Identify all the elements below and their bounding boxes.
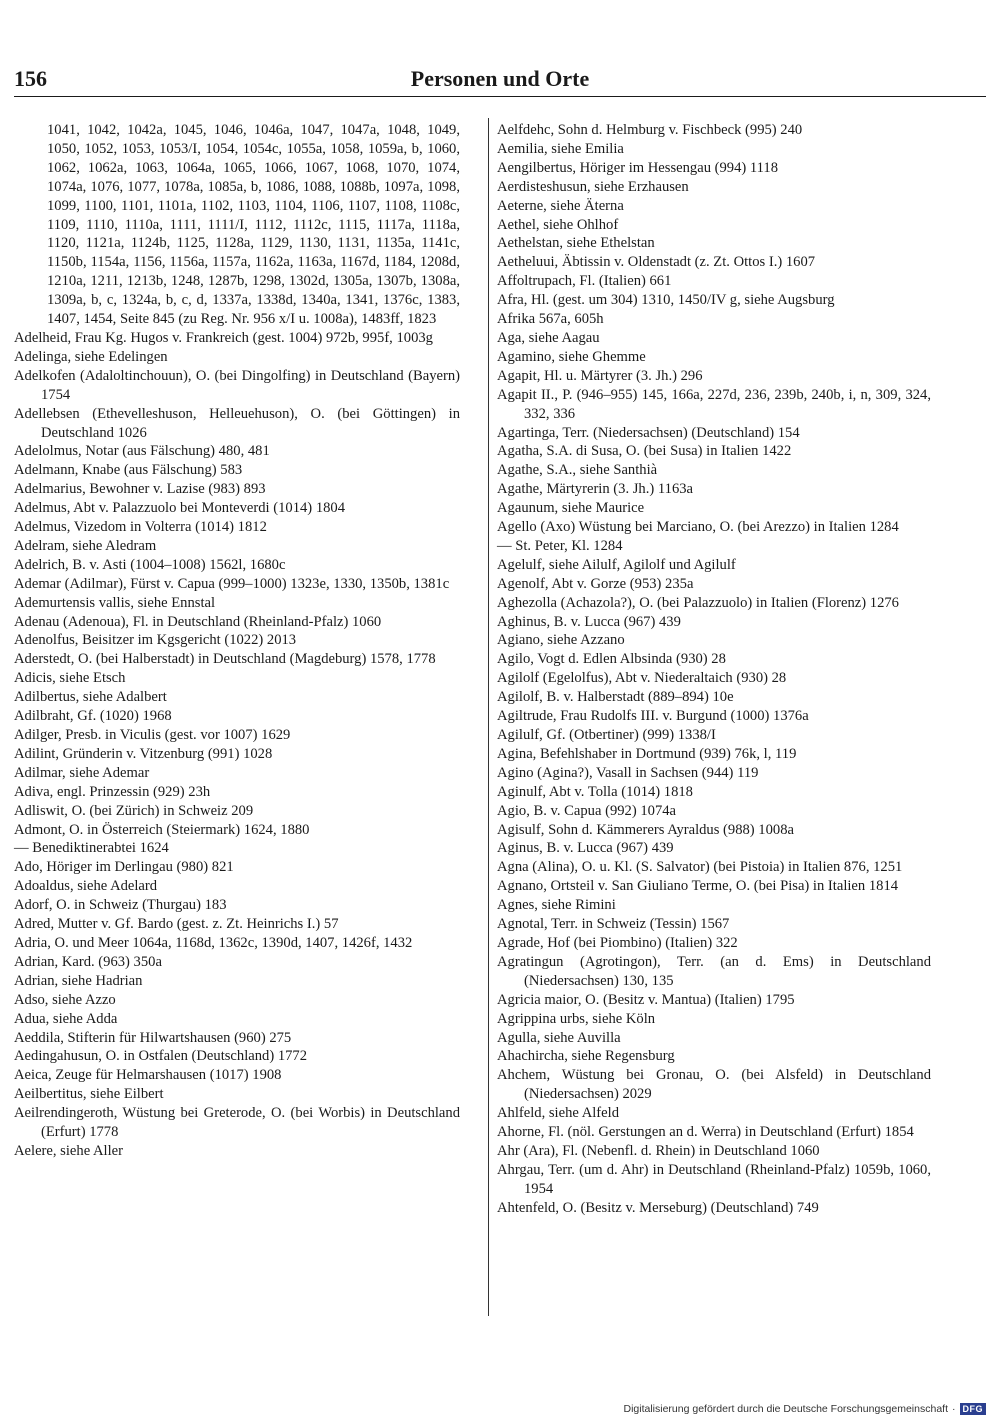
index-entry: Adliswit, O. (bei Zürich) in Schweiz 209: [14, 802, 254, 819]
left-column: [14, 121, 460, 1161]
index-entry: Adua, siehe Adda: [14, 1010, 118, 1027]
index-entry: Aengilbertus, Höriger im Hessengau (994) 1118: [497, 159, 779, 176]
index-entry: Adelmann, Knabe (aus Fälschung) 583: [14, 462, 243, 479]
column-divider: [488, 118, 489, 1316]
header-rule: [14, 96, 986, 97]
index-entry: Adelrich, B. v. Asti (1004–1008) 1562l, 1680c: [14, 556, 286, 573]
index-entry: Ahrgau, Terr. (um d. Ahr) in Deutschland (Rheinland-Pfalz) 1059b, 1060, 1954: [497, 1161, 931, 1197]
index-entry: Adilbertus, siehe Adalbert: [14, 689, 167, 706]
index-entry: Agiano, siehe Azzano: [497, 632, 625, 649]
page-number: 156: [14, 66, 47, 91]
index-entry: Agilo, Vogt d. Edlen Albsinda (930) 28: [497, 651, 726, 668]
index-entry: Adelinga, siehe Edelingen: [14, 348, 168, 365]
index-entry: Agrade, Hof (bei Piombino) (Italien) 322: [497, 934, 738, 951]
index-entry: Adelram, siehe Aledram: [14, 537, 157, 554]
index-entry: Agio, B. v. Capua (992) 1074a: [497, 802, 677, 819]
index-entry: Aginus, B. v. Lucca (967) 439: [497, 840, 674, 857]
index-entry: Agricia maior, O. (Besitz v. Mantua) (Italien) 1795: [497, 991, 795, 1008]
index-entry: Agrippina urbs, siehe Köln: [497, 1010, 656, 1027]
index-entry: Ado, Höriger im Derlingau (980) 821: [14, 859, 234, 876]
index-entry: Adria, O. und Meer 1064a, 1168d, 1362c, 1390d, 1407, 1426f, 1432: [14, 934, 413, 951]
index-entry: Agnotal, Terr. in Schweiz (Tessin) 1567: [497, 916, 730, 933]
index-entry: Aelere, siehe Aller: [14, 1142, 123, 1159]
index-entry: Adorf, O. in Schweiz (Thurgau) 183: [14, 897, 227, 914]
index-entry: Ademar (Adilmar), Fürst v. Capua (999–1000) 1323e, 1330, 1350b, 1381c: [14, 575, 450, 592]
index-entry: Adilmar, siehe Ademar: [14, 764, 150, 781]
index-entry: Ahorne, Fl. (nöl. Gerstungen an d. Werra) in Deutschland (Erfurt) 1854: [497, 1124, 914, 1141]
index-entry: Agapit, Hl. u. Märtyrer (3. Jh.) 296: [497, 367, 703, 384]
index-entry: Afra, Hl. (gest. um 304) 1310, 1450/IV g, siehe Augsburg: [497, 292, 835, 309]
index-entry: Agartinga, Terr. (Niedersachsen) (Deutschland) 154: [497, 424, 800, 441]
index-entry: Agilolf, B. v. Halberstadt (889–894) 10e: [497, 689, 734, 706]
index-entry: Agina, Befehlshaber in Dortmund (939) 76k, l, 119: [497, 745, 797, 762]
index-entry: Aghezolla (Achazola?), O. (bei Palazzuolo) in Italien (Florenz) 1276: [497, 594, 899, 611]
index-entry: Aeica, Zeuge für Helmarshausen (1017) 1908: [14, 1067, 282, 1084]
index-entry: Aemilia, siehe Emilia: [497, 140, 624, 157]
index-entry: Adiva, engl. Prinzessin (929) 23h: [14, 783, 211, 800]
index-entry: Aethelstan, siehe Ethelstan: [497, 235, 655, 252]
index-entry: Aginulf, Abt v. Tolla (1014) 1818: [497, 783, 693, 800]
index-entry: Agathe, Märtyrerin (3. Jh.) 1163a: [497, 481, 694, 498]
index-entry: Adelheid, Frau Kg. Hugos v. Frankreich (gest. 1004) 972b, 995f, 1003g: [14, 329, 433, 346]
index-entry: Adoaldus, siehe Adelard: [14, 878, 158, 895]
page-title: Personen und Orte: [410, 66, 590, 91]
index-entry: Aerdisteshusun, siehe Erzhausen: [497, 178, 689, 195]
index-entry: Agatha, S.A. di Susa, O. (bei Susa) in Italien 1422: [497, 443, 792, 460]
index-entry: Admont, O. in Österreich (Steiermark) 1624, 1880: [14, 821, 310, 838]
index-entry: Agisulf, Sohn d. Kämmerers Ayraldus (988) 1008a: [497, 821, 794, 838]
dfg-logo: DFG: [960, 1403, 987, 1415]
index-entry: Aeddila, Stifterin für Hilwartshausen (960) 275: [14, 1029, 292, 1046]
index-entry: Adenolfus, Beisitzer im Kgsgericht (1022) 2013: [14, 632, 297, 649]
index-entry: Agna (Alina), O. u. Kl. (S. Salvator) (bei Pistoia) in Italien 876, 1251: [497, 859, 903, 876]
index-entry: Adicis, siehe Etsch: [14, 670, 126, 687]
index-entry: Agnes, siehe Rimini: [497, 897, 616, 914]
index-entry: Agapit II., P. (946–955) 145, 166a, 227d, 236, 239b, 240b, i, n, 309, 324, 332, 336: [497, 386, 931, 422]
right-column: [497, 121, 931, 1218]
index-entry: Agathe, S.A., siehe Santhià: [497, 462, 658, 479]
page-header: [14, 66, 986, 96]
index-entry: Agratingun (Agrotingon), Terr. (an d. Ems) in Deutschland (Niedersachsen) 130, 135: [497, 953, 931, 989]
index-entry: Ahchem, Wüstung bei Gronau, O. (bei Alsfeld) in Deutschland (Niedersachsen) 2029: [497, 1067, 931, 1103]
index-entry: Agamino, siehe Ghemme: [497, 348, 646, 365]
index-entry: Aelfdehc, Sohn d. Helmburg v. Fischbeck (995) 240: [497, 122, 803, 138]
index-entry: Aga, siehe Aagau: [497, 329, 600, 346]
index-entry: Adelolmus, Notar (aus Fälschung) 480, 481: [14, 443, 270, 460]
footer-separator: ·: [952, 1403, 956, 1415]
index-entry: Adelmus, Abt v. Palazzuolo bei Monteverdi (1014) 1804: [14, 500, 346, 517]
index-entry: Agulla, siehe Auvilla: [497, 1029, 621, 1046]
index-entry: Adso, siehe Azzo: [14, 991, 116, 1008]
index-entry: Aderstedt, O. (bei Halberstadt) in Deutschland (Magdeburg) 1578, 1778: [14, 651, 436, 668]
index-entry: Aeilbertitus, siehe Eilbert: [14, 1086, 164, 1103]
index-entry: — Benediktinerabtei 1624: [14, 840, 169, 857]
index-entry: Agnano, Ortsteil v. San Giuliano Terme, O. (bei Pisa) in Italien 1814: [497, 878, 899, 895]
index-entry: Adilint, Gründerin v. Vitzenburg (991) 1028: [14, 745, 273, 762]
index-entry: Adelkofen (Adaloltinchouun), O. (bei Dingolfing) in Deutschland (Bayern) 1754: [14, 367, 460, 403]
index-entry: Agelulf, siehe Ailulf, Agilolf und Agilulf: [497, 556, 736, 573]
index-entry: Agilolf (Egelolfus), Abt v. Niederaltaich (930) 28: [497, 670, 787, 687]
index-entry: Adred, Mutter v. Gf. Bardo (gest. z. Zt. Heinrichs I.) 57: [14, 916, 339, 933]
index-entry: Agaunum, siehe Maurice: [497, 500, 645, 517]
index-entry: Aethel, siehe Ohlhof: [497, 216, 619, 233]
index-entry: Afrika 567a, 605h: [497, 311, 604, 328]
index-entry: Adenau (Adenoua), Fl. in Deutschland (Rheinland-Pfalz) 1060: [14, 613, 382, 630]
index-entry: Adrian, siehe Hadrian: [14, 972, 143, 989]
index-entry: Adellebsen (Ethevelleshuson, Helleuehuson), O. (bei Göttingen) in Deutschland 1026: [14, 405, 460, 441]
index-entry: Adelmus, Vizedom in Volterra (1014) 1812: [14, 519, 267, 536]
index-entry: Ahr (Ara), Fl. (Nebenfl. d. Rhein) in Deutschland 1060: [497, 1142, 820, 1159]
index-entry: Agiltrude, Frau Rudolfs III. v. Burgund (1000) 1376a: [497, 708, 809, 725]
index-entry: Aeilrendingeroth, Wüstung bei Greterode, O. (bei Worbis) in Deutschland (Erfurt) 1778: [14, 1105, 460, 1141]
index-entry: Adrian, Kard. (963) 350a: [14, 953, 162, 970]
footer: [623, 1403, 986, 1415]
footer-text: Digitalisierung gefördert durch die Deutsche Forschungsgemeinschaft: [623, 1403, 948, 1415]
index-entry: Affoltrupach, Fl. (Italien) 661: [497, 273, 672, 290]
index-entry: 1041, 1042, 1042a, 1045, 1046, 1046a, 1047, 1047a, 1048, 1049, 1050, 1052, 1053, 1053/I, 1054, 1054c, 1055a, 1058, 1059a, b, 1060, 1062, 1062a, 1063, 1064a, 1065, 1066, 1067, 1068, 1070, 1074, 1074a, 1076, 1077, 1078a, 1085a, b, 1086, 1088, 1088b, 1097a, 1098, 1099, 1100, 1101, 1101a, 1102, 1103, 1104, 1106, 1107, 1108, 1108c, 1109, 1110, 1110a, 1111, 1111/I, 1112, 1112c, 1115, 1117a, 1118a, 1120, 1121a, 1124b, 1125, 1128a, 1129, 1130, 1131, 1135a, 1141c, 1150b, 1154a, 1156, 1156a, 1157a, 1162a, 1163a, 1167d, 1184, 1208d, 1210a, 1211, 1213b, 1248, 1287b, 1298, 1302d, 1305a, 1307b, 1308a, 1309a, b, c, 1324a, b, c, d, 1337a, 1338d, 1340a, 1341, 1376c, 1383, 1407, 1454, Seite 845 (zu Reg. Nr. 956 x/I u. 1008a), 1483ff, 1823: [47, 122, 460, 328]
index-entry: Agino (Agina?), Vasall in Sachsen (944) 119: [497, 764, 759, 781]
index-entry: Aeterne, siehe Äterna: [497, 197, 624, 214]
index-entry: Aedingahusun, O. in Ostfalen (Deutschland) 1772: [14, 1048, 308, 1065]
index-entry: Aghinus, B. v. Lucca (967) 439: [497, 613, 681, 630]
index-entry: Ahachircha, siehe Regensburg: [497, 1048, 675, 1065]
index-entry: Aetheluui, Äbtissin v. Oldenstadt (z. Zt. Ottos I.) 1607: [497, 254, 816, 271]
index-entry: Adelmarius, Bewohner v. Lazise (983) 893: [14, 481, 266, 498]
index-entry: Adilger, Presb. in Viculis (gest. vor 1007) 1629: [14, 727, 291, 743]
index-entry: Agello (Axo) Wüstung bei Marciano, O. (bei Arezzo) in Italien 1284: [497, 519, 899, 536]
index-entry: — St. Peter, Kl. 1284: [497, 537, 623, 554]
index-entry: Agenolf, Abt v. Gorze (953) 235a: [497, 575, 694, 592]
index-entry: Ademurtensis vallis, siehe Ennstal: [14, 594, 216, 611]
index-entry: Agilulf, Gf. (Otbertiner) (999) 1338/I: [497, 727, 716, 743]
index-entry: Ahlfeld, siehe Alfeld: [497, 1105, 619, 1122]
index-entry: Adilbraht, Gf. (1020) 1968: [14, 708, 172, 725]
index-entry: Ahtenfeld, O. (Besitz v. Merseburg) (Deutschland) 749: [497, 1199, 819, 1216]
